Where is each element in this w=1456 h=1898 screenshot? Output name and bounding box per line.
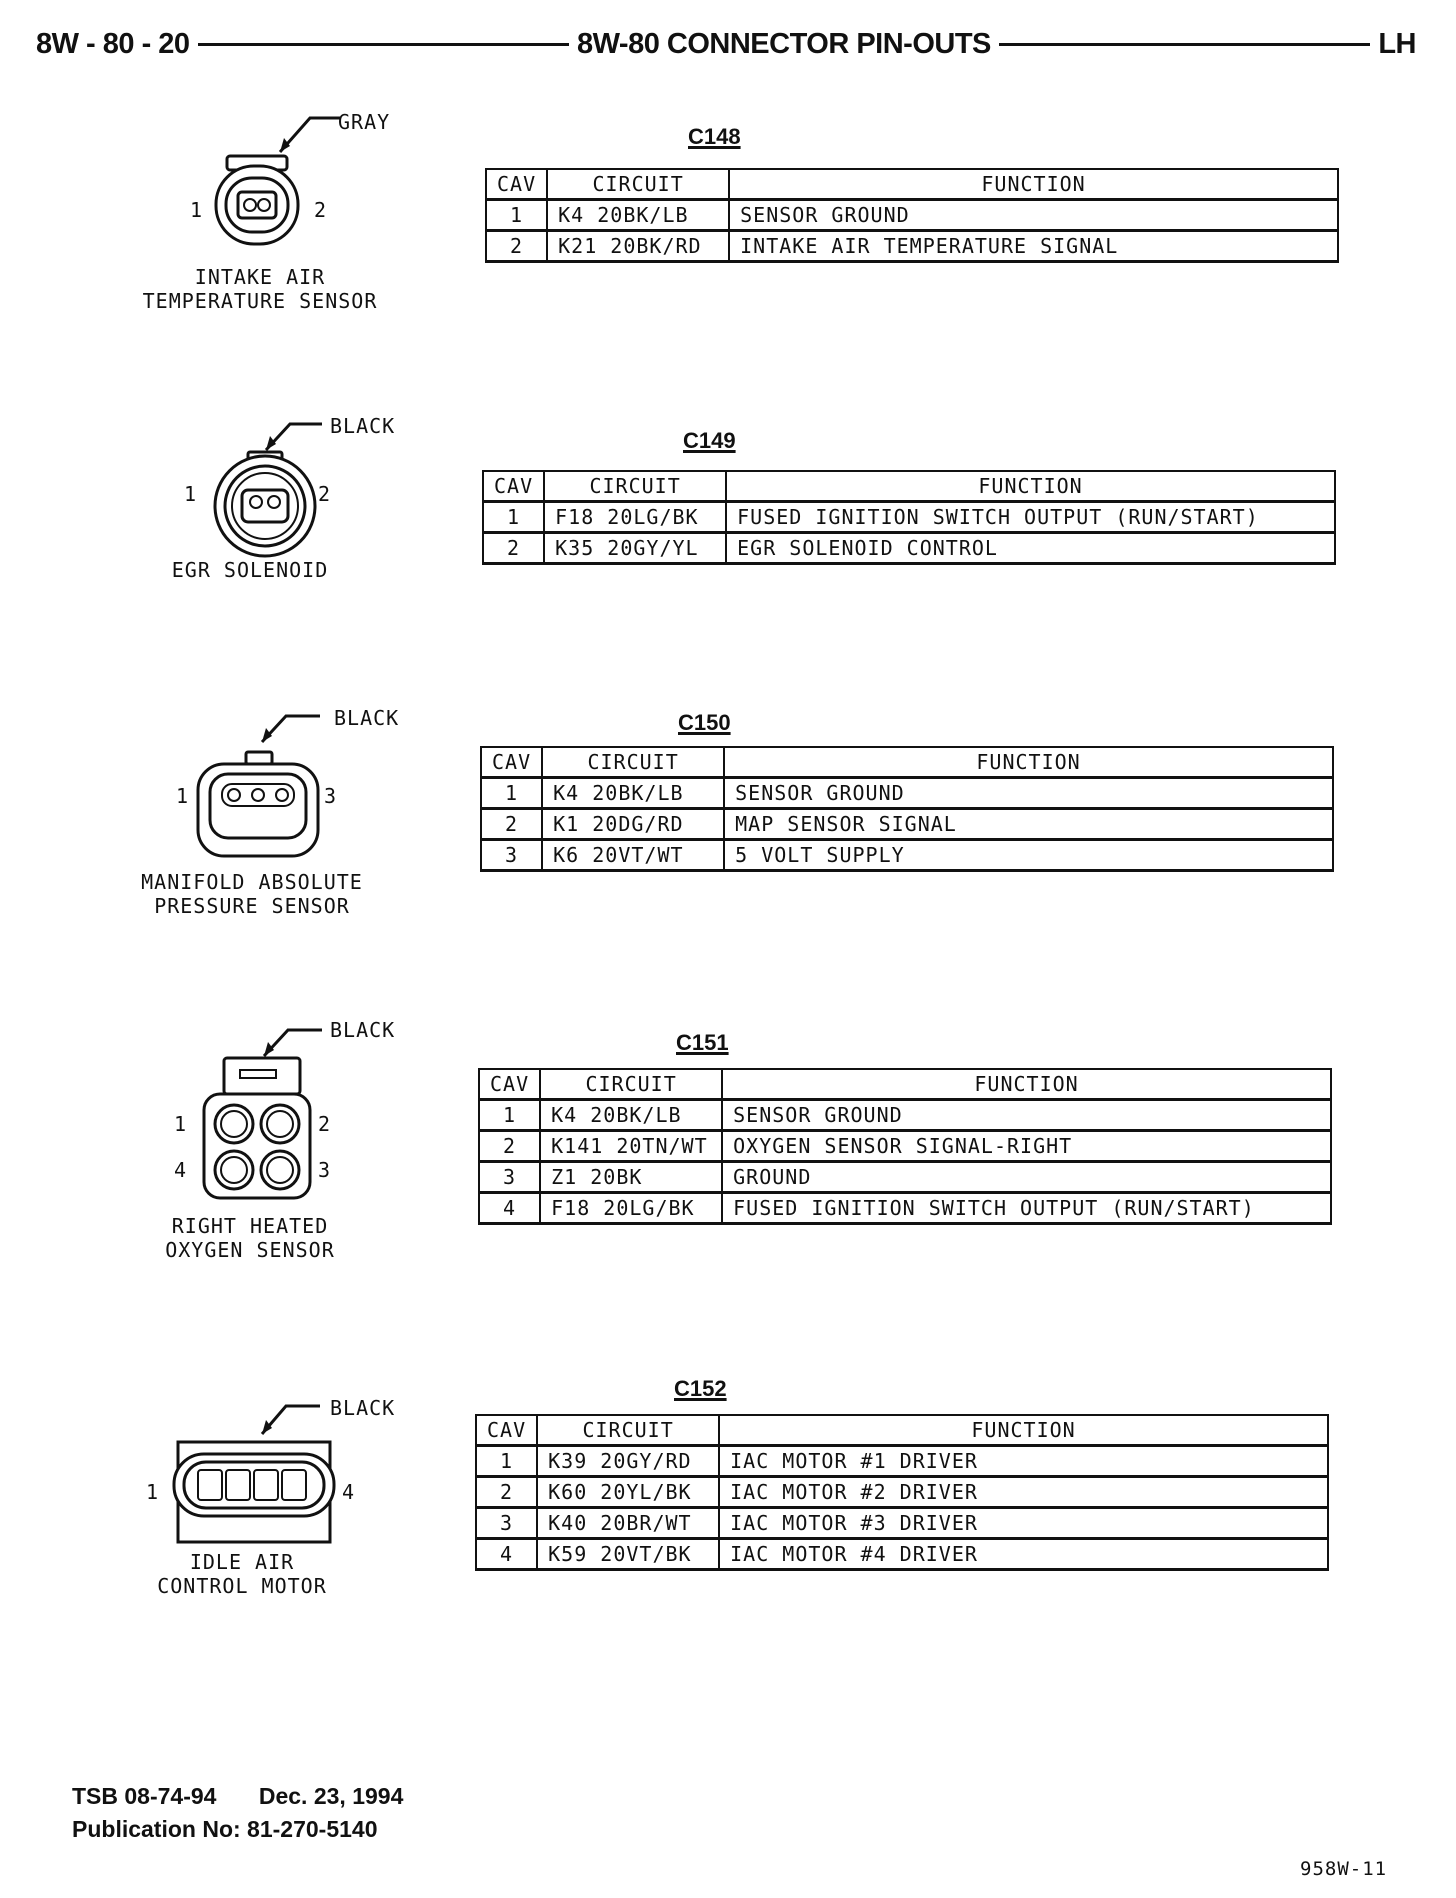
sensor-name-line: PRESSURE SENSOR	[154, 894, 350, 918]
oxygen-sensor-connector-drawing	[190, 1012, 390, 1212]
cav-cell: 2	[483, 533, 544, 564]
cav-cell: 1	[483, 502, 544, 533]
pin-label-left: 1	[146, 1480, 159, 1504]
sensor-name-line: RIGHT HEATED	[171, 1214, 329, 1238]
connector-id: C148	[688, 124, 741, 149]
pin-label-left: 1	[176, 784, 189, 808]
sensor-name-line: MANIFOLD ABSOLUTE	[141, 870, 363, 894]
cav-cell: 2	[479, 1131, 540, 1162]
table-row	[481, 840, 1333, 871]
pin-label-top-left: 1	[174, 1112, 187, 1136]
pinout-table	[485, 168, 1339, 263]
tsb-date: Dec. 23, 1994	[258, 1783, 404, 1809]
wire-color-label: BLACK	[334, 706, 400, 730]
header-rule-right	[999, 43, 1370, 46]
function-cell: IAC MOTOR #4 DRIVER	[719, 1539, 1328, 1570]
circuit-cell: K35 20GY/YL	[544, 533, 726, 564]
pin-label-right: 4	[342, 1480, 355, 1504]
pin-label-bottom-left: 4	[174, 1158, 187, 1182]
sensor-name	[102, 870, 402, 918]
sensor-name-line: INTAKE AIR	[194, 265, 326, 289]
wire-color-label: BLACK	[330, 1396, 396, 1420]
table-row	[479, 1131, 1331, 1162]
function-header: FUNCTION	[724, 747, 1333, 778]
wire-color-label: BLACK	[330, 414, 396, 438]
function-cell: SENSOR GROUND	[729, 200, 1338, 231]
table-row	[476, 1508, 1328, 1539]
circuit-cell: K1 20DG/RD	[542, 809, 724, 840]
cav-cell: 2	[476, 1477, 537, 1508]
circuit-cell: K6 20VT/WT	[542, 840, 724, 871]
table-row	[479, 1100, 1331, 1131]
function-cell: MAP SENSOR SIGNAL	[724, 809, 1333, 840]
wire-color-label: GRAY	[338, 110, 391, 134]
cav-header: CAV	[476, 1415, 537, 1446]
connector-id: C149	[683, 428, 736, 453]
table-header-row	[479, 1069, 1331, 1100]
circuit-cell: K4 20BK/LB	[547, 200, 729, 231]
circuit-header: CIRCUIT	[547, 169, 729, 200]
pin-label-left: 1	[190, 198, 203, 222]
pin-label-right: 3	[324, 784, 337, 808]
table-row	[481, 809, 1333, 840]
bulletin-footer	[72, 1780, 439, 1846]
section-code: 8W - 80 - 20	[36, 27, 190, 60]
table-row	[483, 533, 1335, 564]
pin-label-right: 2	[318, 482, 331, 506]
circuit-cell: K141 20TN/WT	[540, 1131, 722, 1162]
wire-color-label: BLACK	[330, 1018, 396, 1042]
function-header: FUNCTION	[722, 1069, 1331, 1100]
sensor-name-line: IDLE AIR	[189, 1550, 295, 1574]
sensor-name-line: CONTROL MOTOR	[157, 1574, 327, 1598]
page-header	[36, 24, 1416, 64]
table-header-row	[476, 1415, 1328, 1446]
pinout-table	[480, 746, 1334, 872]
pinout-table	[478, 1068, 1332, 1225]
pinout-table	[475, 1414, 1329, 1571]
circuit-cell: K39 20GY/RD	[537, 1446, 719, 1477]
function-header: FUNCTION	[729, 169, 1338, 200]
function-cell: EGR SOLENOID CONTROL	[726, 533, 1335, 564]
circuit-cell: K59 20VT/BK	[537, 1539, 719, 1570]
circuit-cell: K21 20BK/RD	[547, 231, 729, 262]
table-row	[481, 778, 1333, 809]
pin-label-bottom-right: 3	[318, 1158, 331, 1182]
function-cell: OXYGEN SENSOR SIGNAL-RIGHT	[722, 1131, 1331, 1162]
table-row	[483, 502, 1335, 533]
publication-number: Publication No: 81-270-5140	[72, 1816, 378, 1842]
function-cell: IAC MOTOR #2 DRIVER	[719, 1477, 1328, 1508]
cav-cell: 1	[481, 778, 542, 809]
circuit-header: CIRCUIT	[542, 747, 724, 778]
cav-header: CAV	[486, 169, 547, 200]
circuit-cell: F18 20LG/BK	[544, 502, 726, 533]
table-row	[479, 1193, 1331, 1224]
page-code: 958W-11	[1300, 1858, 1388, 1880]
function-cell: SENSOR GROUND	[724, 778, 1333, 809]
sensor-name	[92, 1550, 392, 1598]
function-cell: FUSED IGNITION SWITCH OUTPUT (RUN/START)	[722, 1193, 1331, 1224]
table-row	[476, 1539, 1328, 1570]
function-cell: SENSOR GROUND	[722, 1100, 1331, 1131]
connector-id: C150	[678, 710, 731, 735]
sensor-name	[100, 1214, 400, 1262]
table-row	[479, 1162, 1331, 1193]
function-cell: GROUND	[722, 1162, 1331, 1193]
circuit-cell: K40 20BR/WT	[537, 1508, 719, 1539]
circuit-header: CIRCUIT	[537, 1415, 719, 1446]
table-header-row	[481, 747, 1333, 778]
sensor-name	[110, 265, 410, 313]
page-title: 8W-80 CONNECTOR PIN-OUTS	[577, 27, 991, 60]
circuit-cell: Z1 20BK	[540, 1162, 722, 1193]
connector-id: C152	[674, 1376, 727, 1401]
sensor-name	[100, 558, 400, 582]
function-header: FUNCTION	[726, 471, 1335, 502]
table-row	[476, 1446, 1328, 1477]
function-header: FUNCTION	[719, 1415, 1328, 1446]
table-row	[486, 200, 1338, 231]
circuit-header: CIRCUIT	[544, 471, 726, 502]
circuit-cell: K4 20BK/LB	[540, 1100, 722, 1131]
function-cell: 5 VOLT SUPPLY	[724, 840, 1333, 871]
cav-header: CAV	[479, 1069, 540, 1100]
cav-cell: 1	[476, 1446, 537, 1477]
connector-id: C151	[676, 1030, 729, 1055]
cav-header: CAV	[483, 471, 544, 502]
header-rule-left	[198, 43, 569, 46]
cav-cell: 1	[479, 1100, 540, 1131]
function-cell: INTAKE AIR TEMPERATURE SIGNAL	[729, 231, 1338, 262]
function-cell: IAC MOTOR #3 DRIVER	[719, 1508, 1328, 1539]
cav-cell: 2	[486, 231, 547, 262]
sensor-name-line: EGR SOLENOID	[171, 558, 329, 582]
circuit-header: CIRCUIT	[540, 1069, 722, 1100]
sensor-name-line: OXYGEN SENSOR	[165, 1238, 335, 1262]
function-cell: FUSED IGNITION SWITCH OUTPUT (RUN/START)	[726, 502, 1335, 533]
circuit-cell: K60 20YL/BK	[537, 1477, 719, 1508]
pinout-table	[482, 470, 1336, 565]
pin-label-left: 1	[184, 482, 197, 506]
pin-label-right: 2	[314, 198, 327, 222]
tsb-number: TSB 08-74-94	[72, 1783, 217, 1809]
sensor-name-line: TEMPERATURE SENSOR	[142, 289, 378, 313]
table-row	[486, 231, 1338, 262]
table-header-row	[486, 169, 1338, 200]
function-cell: IAC MOTOR #1 DRIVER	[719, 1446, 1328, 1477]
cav-cell: 4	[476, 1539, 537, 1570]
circuit-cell: K4 20BK/LB	[542, 778, 724, 809]
cav-cell: 4	[479, 1193, 540, 1224]
cav-cell: 2	[481, 809, 542, 840]
table-row	[476, 1477, 1328, 1508]
cav-cell: 1	[486, 200, 547, 231]
cav-cell: 3	[479, 1162, 540, 1193]
table-header-row	[483, 471, 1335, 502]
pin-label-top-right: 2	[318, 1112, 331, 1136]
side-indicator: LH	[1378, 27, 1417, 60]
cav-cell: 3	[476, 1508, 537, 1539]
cav-cell: 3	[481, 840, 542, 871]
circuit-cell: F18 20LG/BK	[540, 1193, 722, 1224]
cav-header: CAV	[481, 747, 542, 778]
